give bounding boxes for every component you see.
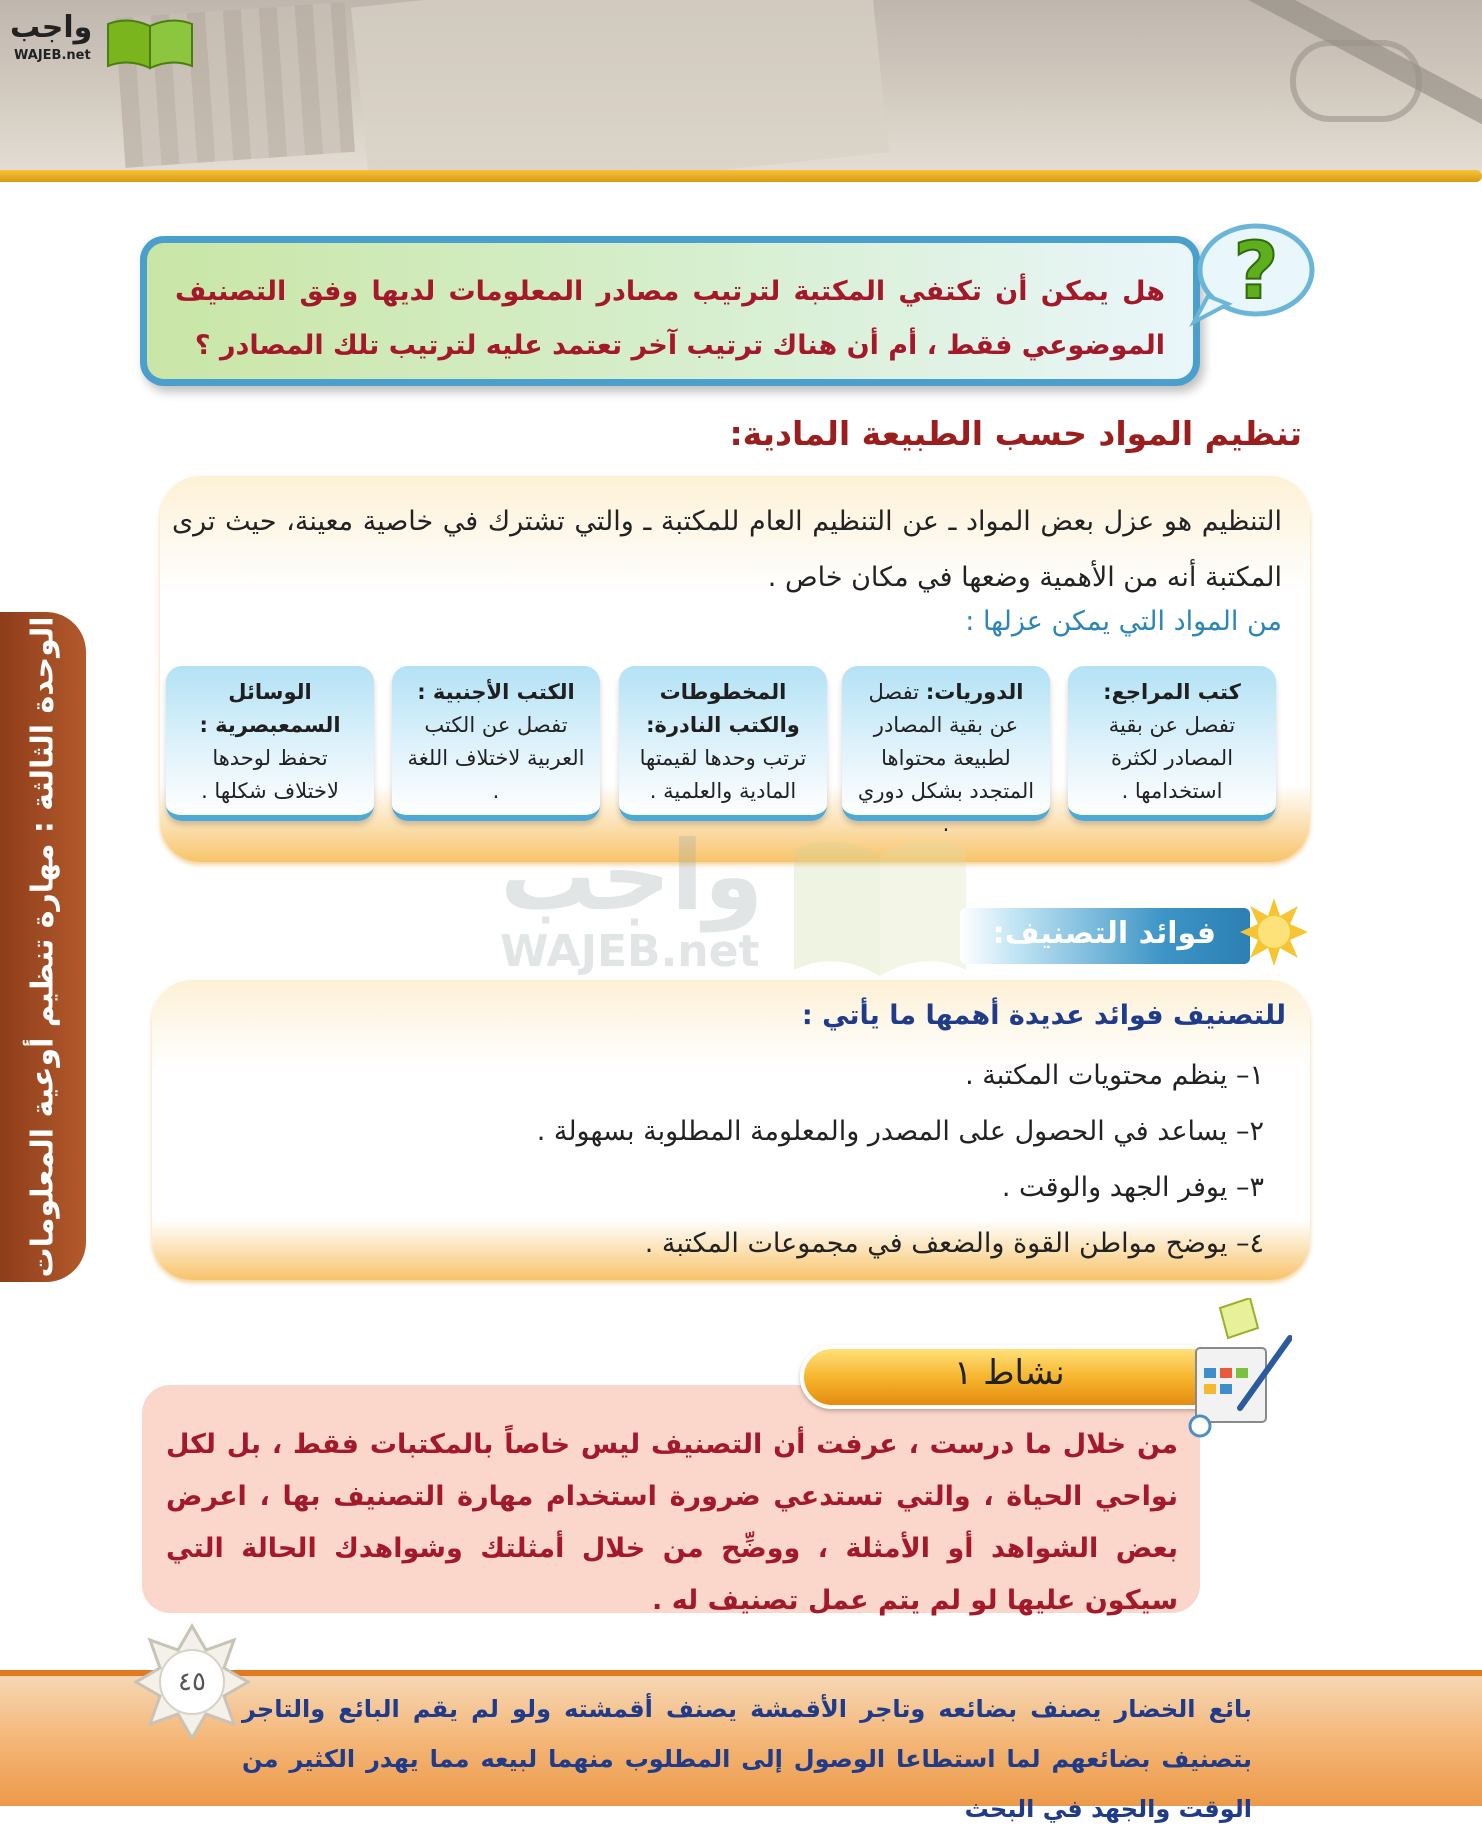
- activity-box: [142, 1385, 1200, 1616]
- list-item: ١– ينظم محتويات المكتبة .: [965, 1060, 1264, 1091]
- isolatable-materials-label: من المواد التي يمكن عزلها :: [965, 606, 1282, 637]
- card-text: تفصل عن بقية المصادر لطبيعة محتواها المتجدد بشكل دوري .: [857, 680, 1035, 836]
- organization-definition: التنظيم هو عزل بعض المواد ـ عن التنظيم العام للمكتبة ـ والتي تشترك في خاصية معينة، حيث ترى المكتبة أنه من الأهمية وضعها في مكان خاص .: [172, 506, 1282, 593]
- page-number-badge: [132, 1622, 252, 1742]
- list-item: ٣– يوفر الجهد والوقت .: [1001, 1172, 1264, 1203]
- question-text: هل يمكن أن تكتفي المكتبة لترتيب مصادر المعلومات لديها وفق التصنيف الموضوعي فقط ، أم أن هناك ترتيب آخر تعتمد عليه لترتيب تلك المصادر ؟: [175, 276, 1165, 361]
- header-divider: [0, 170, 1482, 182]
- logo-arabic-text: واجب: [10, 10, 93, 45]
- card-title: الدوريات:: [925, 680, 1024, 704]
- section-heading-physical-organization: تنظيم المواد حسب الطبيعة المادية:: [729, 414, 1302, 453]
- card-text: ترتب وحدها لقيمتها المادية والعلمية .: [639, 746, 807, 803]
- card-text: تحفظ لوحدها لاختلاف شكلها .: [201, 746, 339, 803]
- question-bubble-icon: [1188, 218, 1318, 328]
- benefits-list: [364, 1048, 1264, 1272]
- card-manuscripts: [619, 666, 827, 821]
- open-book-icon: [106, 16, 194, 70]
- page-number: ٤٥: [178, 1667, 206, 1697]
- card-periodicals: [842, 666, 1050, 836]
- svg-text:?: ?: [1233, 227, 1279, 317]
- card-reference-books: [1068, 666, 1276, 821]
- card-title: المخطوطات والكتب النادرة:: [646, 680, 800, 737]
- section-heading-benefits: فوائد التصنيف:: [992, 916, 1216, 951]
- wajeb-logo[interactable]: [10, 10, 190, 70]
- unit-side-tab: [0, 612, 86, 1282]
- card-text: تفصل عن الكتب العربية لاختلاف اللغة .: [407, 713, 585, 803]
- watermark: [500, 820, 1000, 980]
- header-clip-graphic: [1290, 40, 1422, 122]
- footer-note: بائع الخضار يصنف بضائعه وتاجر الأقمشة يصنف أقمشته ولو لم يقم البائع والتاجر بتصنيف بضائعهم لما استطاعا الوصول إلى المطلوب منهما لبيعه مما يهدر الكثير من الوقت والجهد في البحث: [242, 1695, 1252, 1823]
- activity-label-tab: [800, 1345, 1200, 1409]
- question-box: [140, 236, 1200, 386]
- watermark-book-icon: [790, 830, 970, 980]
- watermark-arabic: واجب: [500, 820, 764, 932]
- activity-notebook-icon: [1180, 1298, 1292, 1438]
- header-paper-graphic: [351, 0, 889, 172]
- activity-label: نشاط ١: [954, 1353, 1065, 1393]
- watermark-latin: WAJEB.net: [500, 926, 760, 977]
- unit-title: الوحدة الثالثة : مهارة تنظيم أوعية المعلومات: [25, 616, 61, 1278]
- card-title: الوسائل السمعبصرية :: [199, 680, 341, 737]
- card-foreign-books: [392, 666, 600, 821]
- sun-icon: [1238, 896, 1310, 968]
- benefits-lead: للتصنيف فوائد عديدة أهمها ما يأتي :: [801, 1000, 1286, 1031]
- card-title: الكتب الأجنبية :: [417, 680, 575, 704]
- card-audiovisual: [166, 666, 374, 821]
- logo-latin-text: WAJEB.net: [14, 48, 91, 63]
- list-item: ٢– يساعد في الحصول على المصدر والمعلومة المطلوبة بسهولة .: [536, 1116, 1264, 1147]
- card-title: كتب المراجع:: [1103, 680, 1241, 704]
- list-item: ٤– يوضح مواطن القوة والضعف في مجموعات المكتبة .: [644, 1228, 1264, 1259]
- benefits-heading-ribbon: [960, 908, 1250, 964]
- card-text: تفصل عن بقية المصادر لكثرة استخدامها .: [1108, 713, 1236, 803]
- header-banner: [0, 0, 1482, 172]
- activity-text: من خلال ما درست ، عرفت أن التصنيف ليس خاصاً بالمكتبات فقط ، بل لكل نواحي الحياة ، والتي تستدعي ضرورة استخدام مهارة التصنيف بها ، اعرض بعض الشواهد أو الأمثلة ، ووضِّح من خلال أمثلتك وشواهدك الحالة التي سيكون عليها لو لم يتم عمل تصنيف له .: [166, 1429, 1178, 1616]
